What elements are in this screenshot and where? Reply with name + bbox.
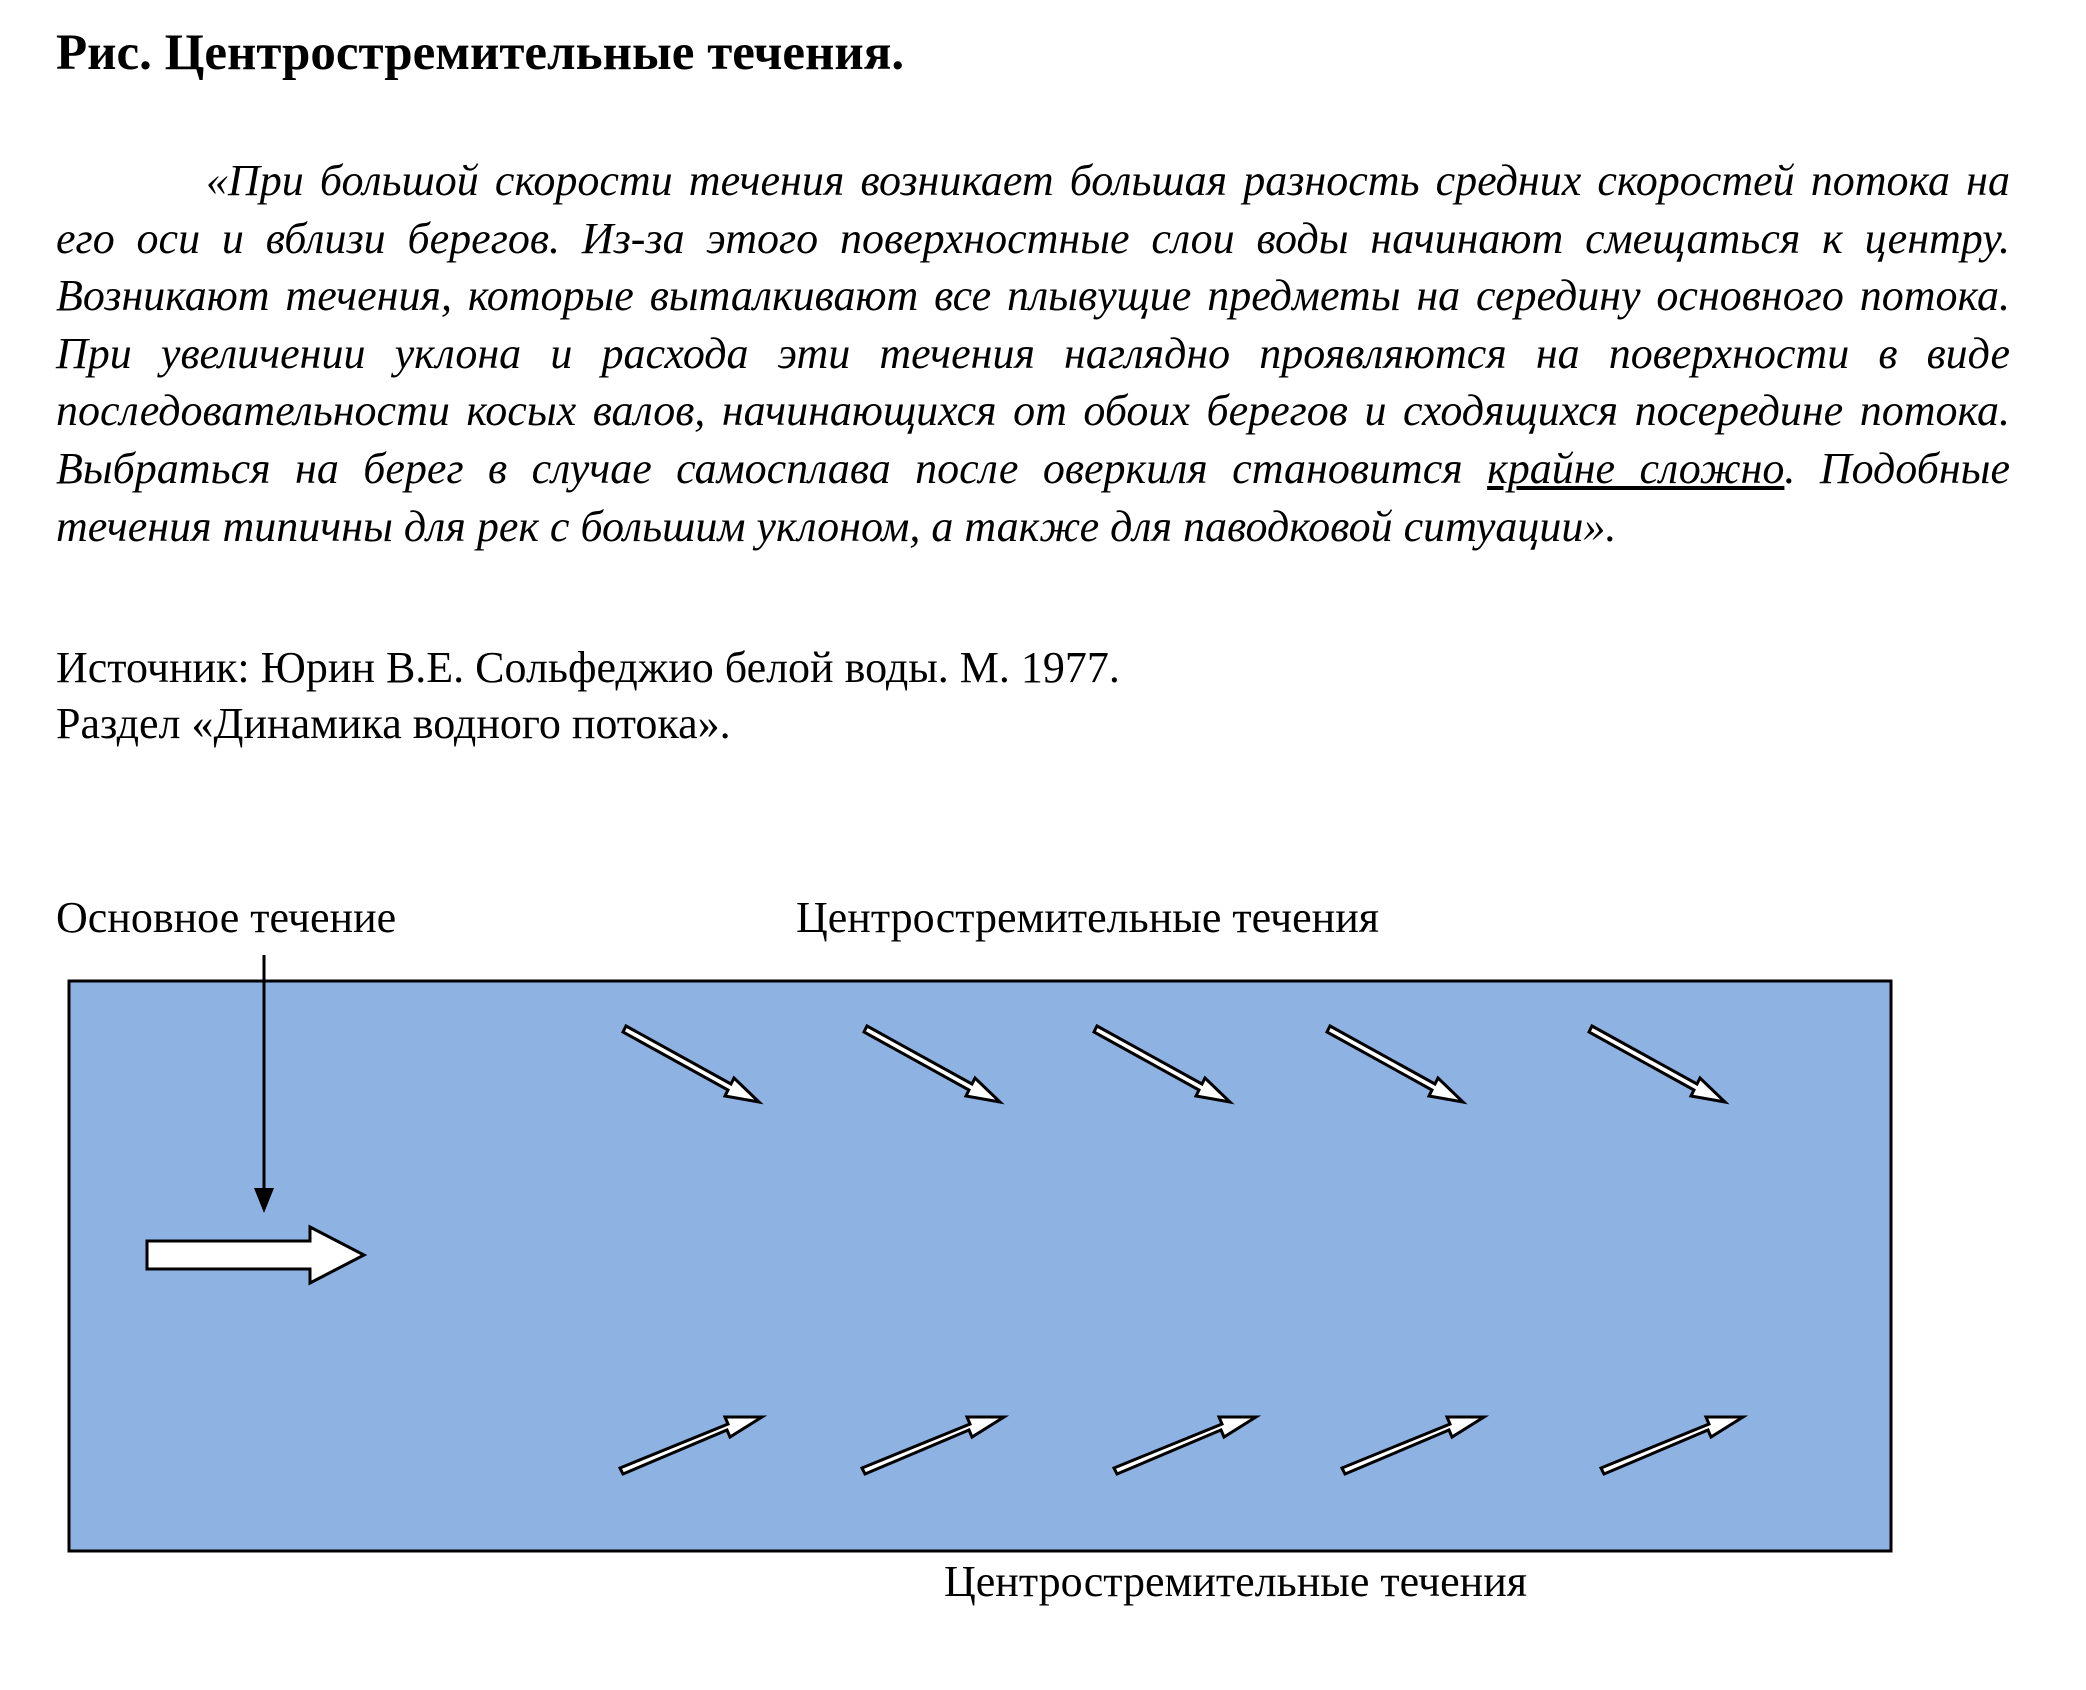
bottom-centripetal-label: Центростремительные течения bbox=[944, 1557, 1527, 1606]
source-line-2: Раздел «Динамика водного потока». bbox=[56, 699, 731, 748]
quote-text-part2: . Подобные течения типичны для рек с большим уклоном, а также для паводковой ситуации». bbox=[56, 443, 2010, 551]
figure-title: Рис. Центростремительные течения. bbox=[56, 25, 905, 81]
source-line-1: Источник: Юрин В.Е. Сольфеджио белой воды. М. 1977. bbox=[56, 643, 1120, 692]
main-current-label: Основное течение bbox=[56, 893, 397, 942]
quote-text-part1: «При большой скорости течения возникает большая разность средних скоростей потока на его оси и вблизи берегов. Из-за этого поверхностные слои воды начинают смещаться к центру. Возникают течения, которые выталкивают все плывущие предметы на середину основного потока. При увеличении уклона и расхода эти течения наглядно проявляются на поверхности в виде последовательности косых валов, начинающихся от обоих берегов и сходящихся посередине потока. Выбраться на берег в случае самосплава после оверкиля становится bbox=[56, 156, 2010, 493]
top-centripetal-label: Центростремительные течения bbox=[796, 893, 1379, 942]
quote-underlined-text: крайне сложно bbox=[1487, 443, 1785, 493]
